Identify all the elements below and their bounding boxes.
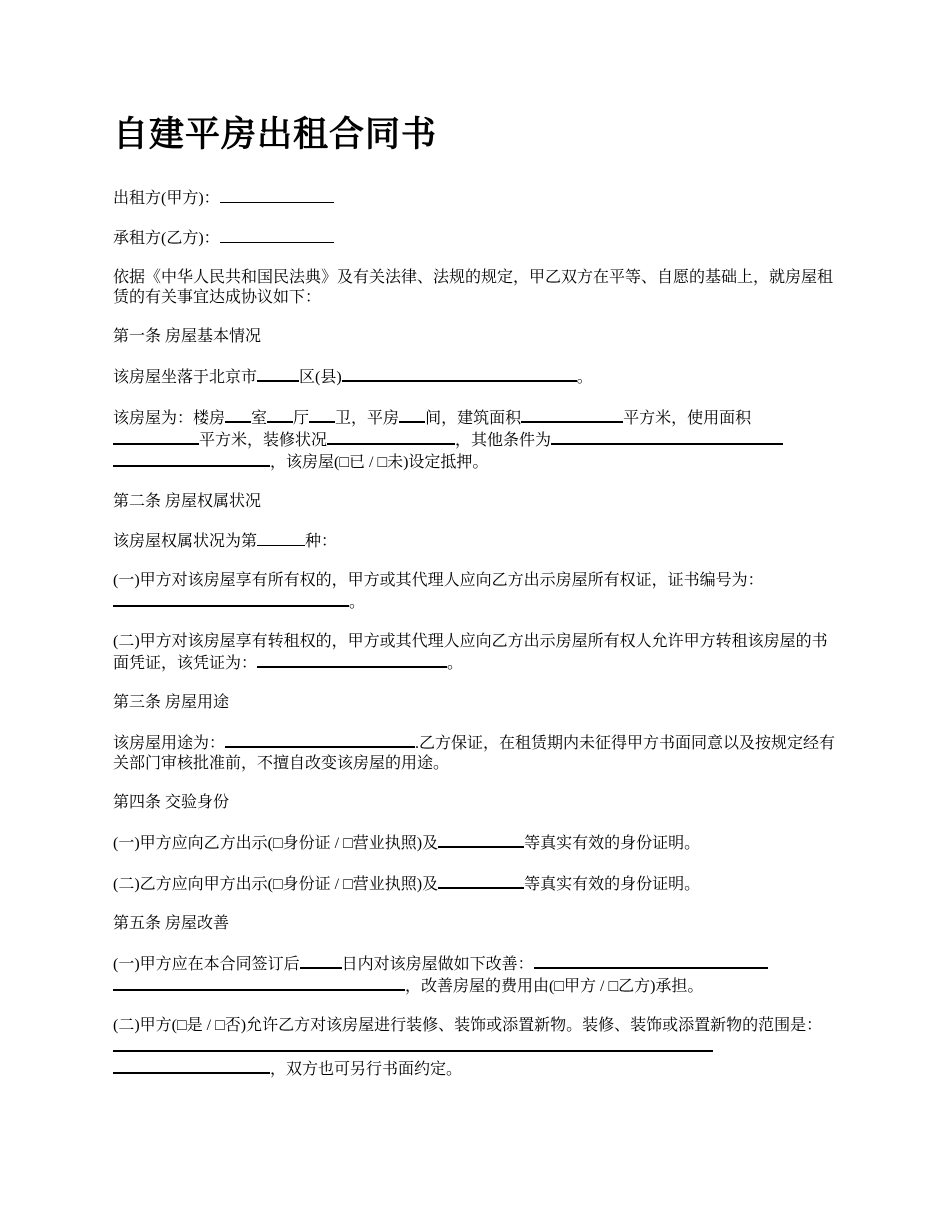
article-2-heading: 第二条 房屋权属状况	[113, 493, 262, 510]
document-title: 自建平房出租合同书	[113, 114, 438, 155]
halls-blank	[267, 407, 293, 423]
lessee-id-blank	[438, 873, 524, 889]
article-2-item-2: (二)甲方对该房屋享有转租权的，甲方或其代理人应向乙方出示房屋所有权人允许甲方转租该房屋的书面凭证，该凭证为： 。	[113, 633, 828, 672]
contract-page	[113, 112, 838, 1099]
ownership-type-blank	[257, 531, 305, 546]
decoration-scope-blank-2	[113, 1058, 270, 1074]
article-1-description: 该房屋为：楼房 室 厅 卫，平房 间，建筑面积 平方米，使用面积 平方米，装修状况 ，其他条件为 ，该房屋(□已 / □未)设定抵押。	[113, 407, 838, 473]
article-1-location: 该房屋坐落于北京市 区(县) 。	[113, 366, 838, 388]
article-3-heading: 第三条 房屋用途	[113, 694, 230, 711]
article-4-item-1: (一)甲方应向乙方出示(□身份证 / □营业执照)及 等真实有效的身份证明。	[113, 832, 838, 854]
lessor-label: 出租方(甲方)：	[113, 190, 220, 207]
decoration-scope-blank	[113, 1036, 713, 1052]
certificate-number-blank	[113, 591, 349, 607]
lessor-blank	[220, 188, 334, 203]
address-blank	[342, 366, 577, 382]
building-area-blank	[521, 407, 623, 423]
article-5-item-1: (一)甲方应在本合同签订后 日内对该房屋做如下改善： ，改善房屋的费用由(□甲方 / □乙方)承担。	[113, 953, 838, 997]
bungalow-rooms-blank	[399, 407, 425, 423]
lessee-blank	[220, 228, 334, 243]
article-4-item-2: (二)乙方应向甲方出示(□身份证 / □营业执照)及 等真实有效的身份证明。	[113, 873, 838, 895]
improvement-content-blank-2	[113, 975, 405, 991]
other-conditions-blank-2	[113, 451, 270, 467]
lessor-id-blank	[438, 832, 524, 848]
article-2-type: 该房屋权属状况为第 种：	[113, 533, 338, 550]
lessee-label: 承租方(乙方)：	[113, 230, 220, 247]
intro-paragraph: 依据《中华人民共和国民法典》及有关法律、法规的规定，甲乙双方在平等、自愿的基础上，就房屋租赁的有关事宜达成协议如下：	[113, 269, 834, 306]
improvement-days-blank	[300, 953, 342, 969]
district-blank	[257, 366, 299, 382]
article-5-item-2: (二)甲方(□是 / □否)允许乙方对该房屋进行装修、装饰或添置新物。装修、装饰或添置新物的范围是： ，双方也可另行书面约定。	[113, 1017, 823, 1078]
decoration-blank	[327, 429, 455, 445]
usable-area-blank	[113, 429, 199, 445]
rooms-blank	[225, 407, 251, 423]
article-2-item-1: (一)甲方对该房屋享有所有权的，甲方或其代理人应向乙方出示房屋所有权证，证书编号为：。	[113, 572, 764, 611]
improvement-content-blank	[534, 953, 768, 969]
article-4-heading: 第四条 交验身份	[113, 794, 230, 811]
article-1-heading: 第一条 房屋基本情况	[113, 328, 262, 345]
lessee-line	[113, 228, 838, 249]
lessor-line	[113, 188, 838, 209]
other-conditions-blank	[551, 429, 783, 445]
voucher-blank	[257, 652, 447, 668]
usage-blank	[225, 732, 415, 748]
article-5-heading: 第五条 房屋改善	[113, 915, 230, 932]
baths-blank	[309, 407, 335, 423]
article-3-text: 该房屋用途为： .乙方保证，在租赁期内未征得甲方书面同意以及按规定经有关部门审核批准前，不擅自改变该房屋的用途。	[113, 732, 838, 774]
